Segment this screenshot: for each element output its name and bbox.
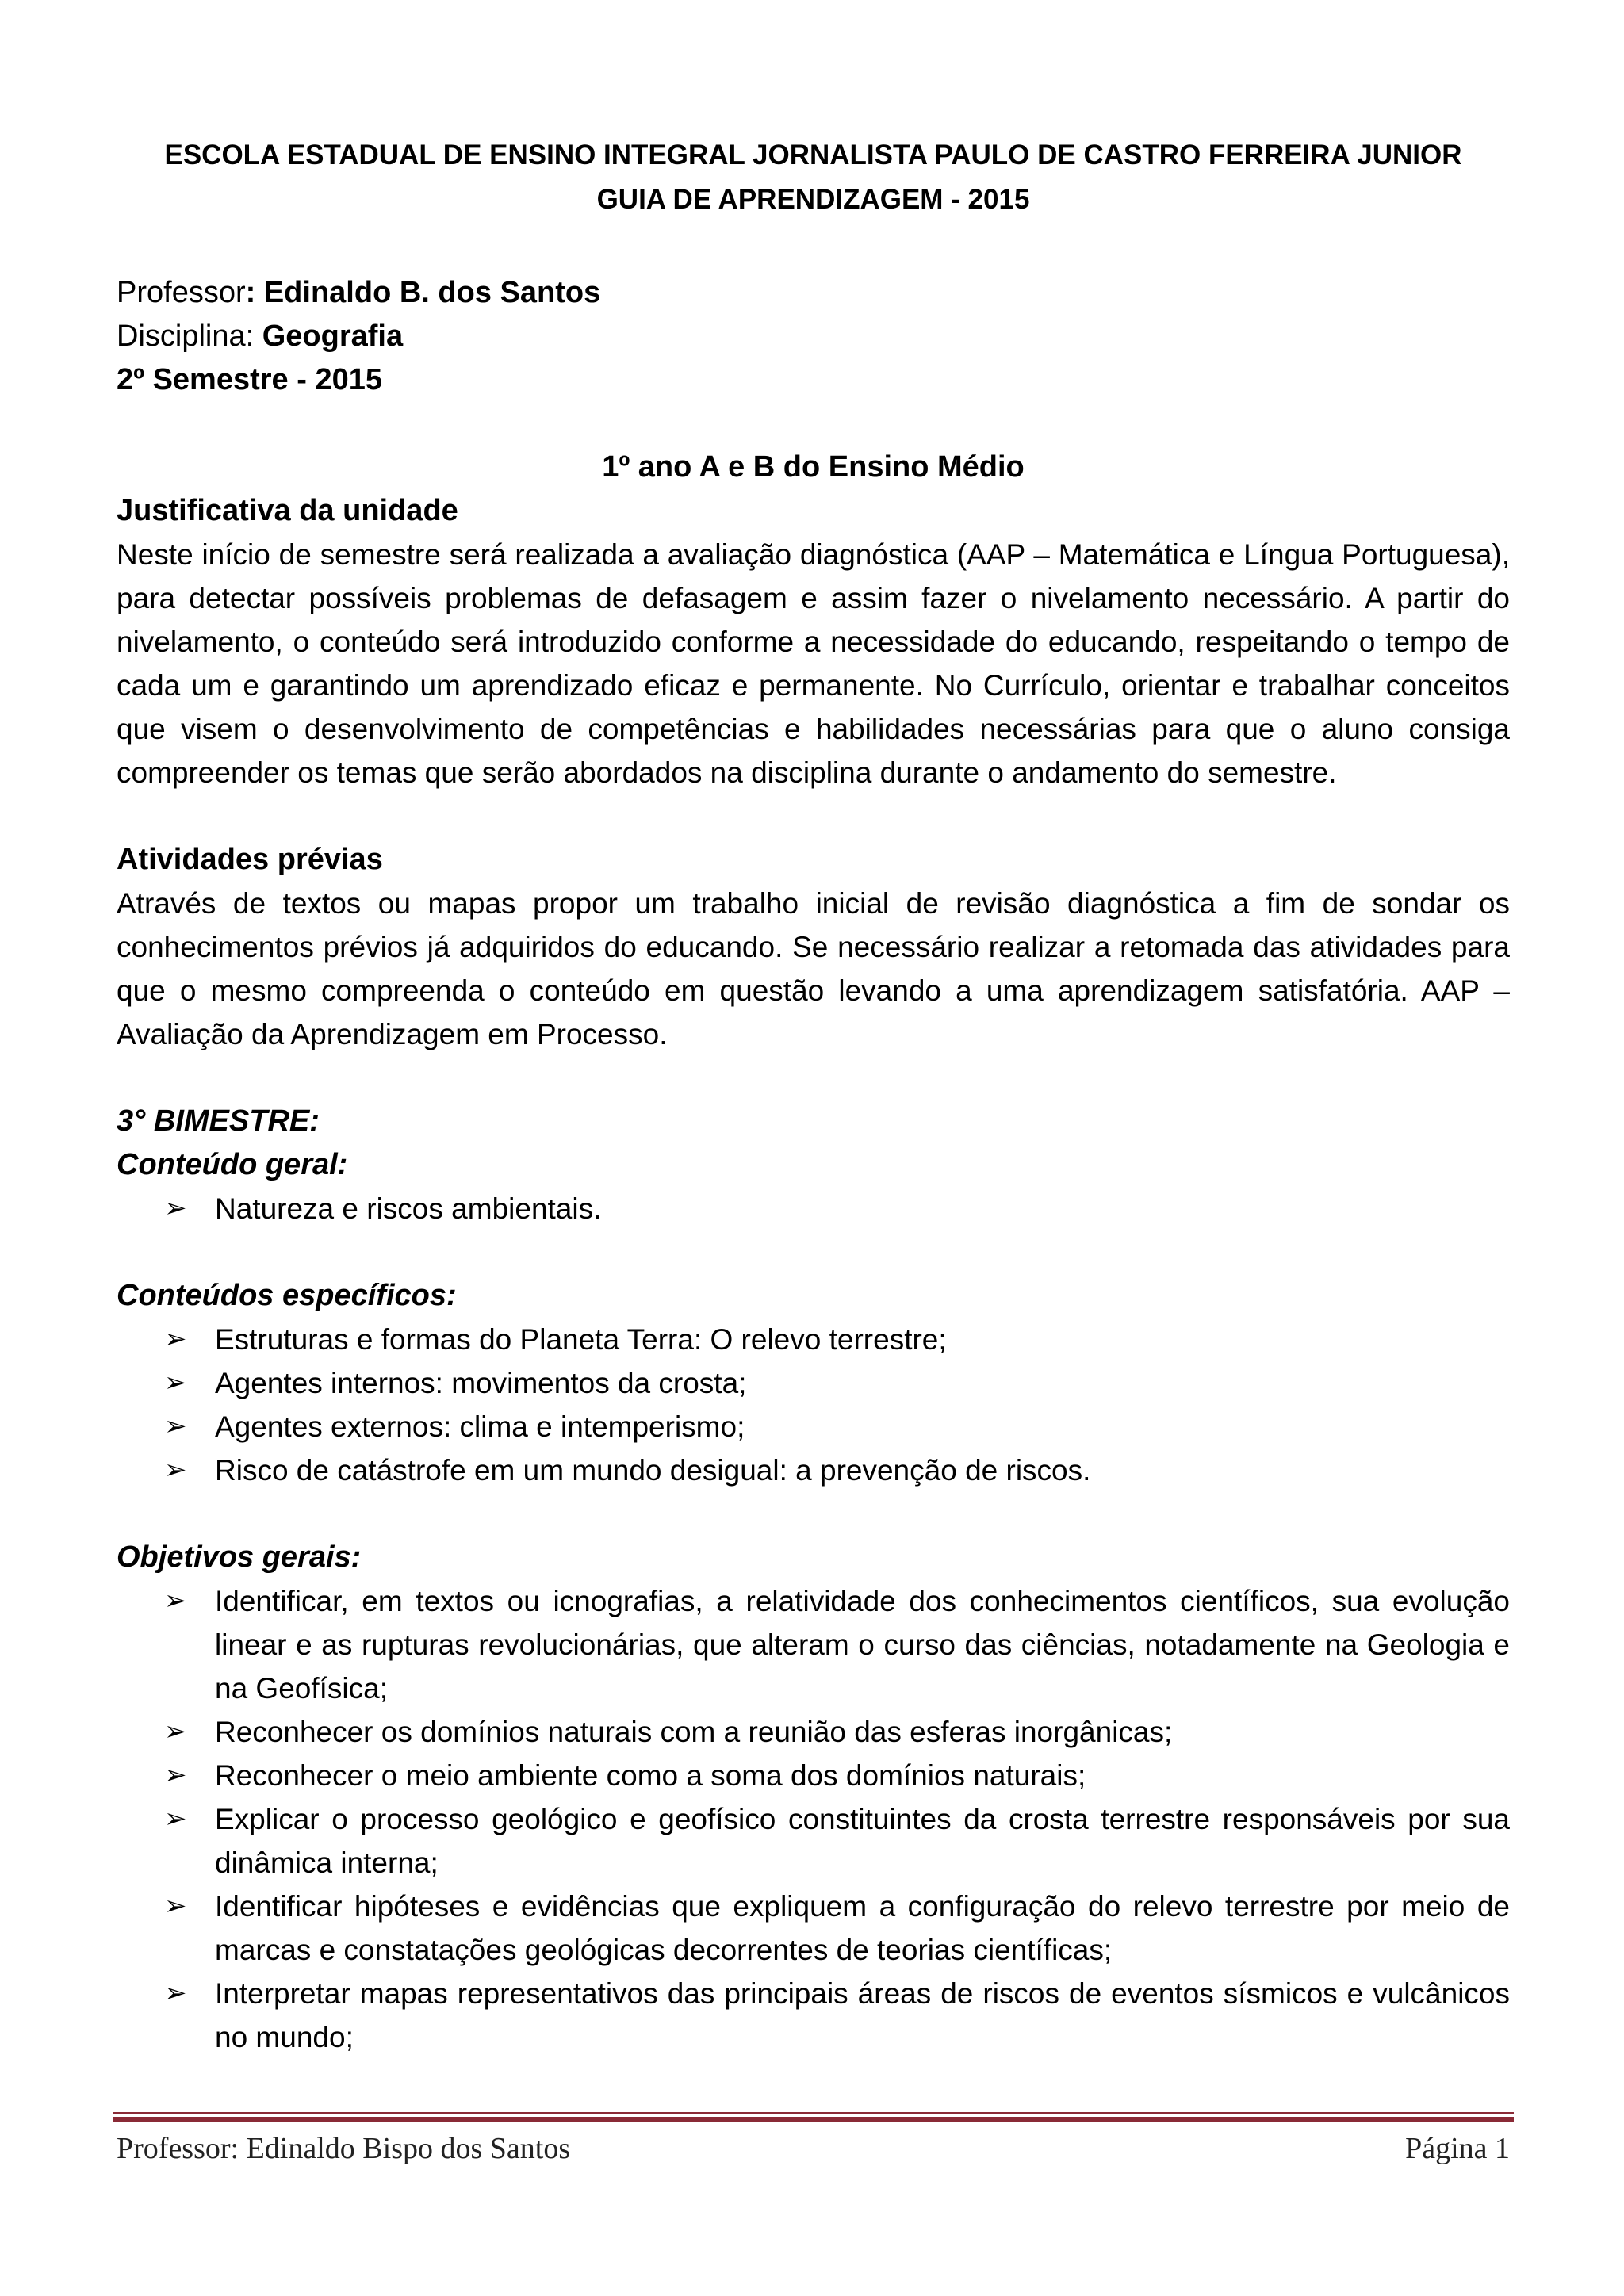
guide-title: GUIA DE APRENDIZAGEM - 2015 bbox=[596, 184, 1030, 215]
conteudos-especificos-list bbox=[117, 1318, 1510, 1492]
page-content bbox=[117, 133, 1510, 2059]
arrow-bullet-icon: ➢ bbox=[164, 1586, 187, 1616]
arrow-bullet-icon: ➢ bbox=[164, 1455, 187, 1485]
list-item bbox=[117, 1579, 1510, 1710]
arrow-bullet-icon: ➢ bbox=[164, 1324, 187, 1354]
list-item-text: Agentes externos: clima e intemperismo; bbox=[215, 1410, 745, 1443]
semestre-line bbox=[117, 358, 1510, 402]
arrow-bullet-icon: ➢ bbox=[164, 1716, 187, 1747]
conteudo-geral-list bbox=[117, 1187, 1510, 1230]
conteudos-especificos-heading: Conteúdos específicos: bbox=[117, 1279, 457, 1312]
arrow-bullet-icon: ➢ bbox=[164, 1804, 187, 1834]
page-number: Página 1 bbox=[1405, 2132, 1510, 2165]
disciplina-line bbox=[117, 315, 1510, 358]
justificativa-text: Neste início de semestre será realizada a avaliação diagnóstica (AAP – Matemática e Língua Portuguesa), para detectar possíveis problemas de defasagem e assim fazer o nivelamento necessário. A partir do nivelamento, o conteúdo será introduzido conforme a necessidade do educando, respeitando o tempo de cada um e garantindo um aprendizado eficaz e permanente. No Currículo, orientar e trabalhar conceitos que visem o desenvolvimento de competências e habilidades necessárias para que o aluno consiga compreender os temas que serão abordados na disciplina durante o andamento do semestre. bbox=[117, 538, 1510, 789]
list-item-text: Agentes internos: movimentos da crosta; bbox=[215, 1367, 747, 1399]
arrow-bullet-icon: ➢ bbox=[164, 1368, 187, 1398]
list-item bbox=[117, 1361, 1510, 1405]
arrow-bullet-icon: ➢ bbox=[164, 1411, 187, 1441]
list-item-text: Risco de catástrofe em um mundo desigual: a prevenção de riscos. bbox=[215, 1454, 1091, 1487]
arrow-bullet-icon: ➢ bbox=[164, 1978, 187, 2008]
list-item-text: Estruturas e formas do Planeta Terra: O relevo terrestre; bbox=[215, 1323, 947, 1356]
spacer bbox=[117, 1230, 1510, 1274]
arrow-bullet-icon: ➢ bbox=[164, 1760, 187, 1790]
semestre-value: 2º Semestre - 2015 bbox=[117, 363, 382, 396]
list-item bbox=[117, 1318, 1510, 1361]
document-meta bbox=[117, 271, 1510, 402]
list-item bbox=[117, 1187, 1510, 1230]
list-item bbox=[117, 1754, 1510, 1797]
list-item bbox=[117, 1448, 1510, 1492]
footer-divider bbox=[113, 2112, 1514, 2122]
list-item-text: Reconhecer os domínios naturais com a reunião das esferas inorgânicas; bbox=[215, 1716, 1173, 1748]
footer-divider-thin bbox=[113, 2112, 1514, 2114]
list-item bbox=[117, 1710, 1510, 1754]
bimestre-heading: 3° BIMESTRE: bbox=[117, 1104, 320, 1138]
objetivos-gerais-heading: Objetivos gerais: bbox=[117, 1540, 362, 1574]
school-name: ESCOLA ESTADUAL DE ENSINO INTEGRAL JORNALISTA PAULO DE CASTRO FERREIRA JUNIOR bbox=[164, 140, 1462, 170]
list-item bbox=[117, 1797, 1510, 1885]
atividades-text: Através de textos ou mapas propor um trabalho inicial de revisão diagnóstica a fim de sondar os conhecimentos prévios já adquiridos do educando. Se necessário realizar a retomada das atividades para que o mesmo compreenda o conteúdo em questão levando a uma aprendizagem satisfatória. AAP – Avaliação da Aprendizagem em Processo. bbox=[117, 887, 1510, 1050]
class-title: 1º ano A e B do Ensino Médio bbox=[602, 450, 1025, 484]
list-item-text: Identificar, em textos ou icnografias, a relatividade dos conhecimentos científicos, sua evolução linear e as rupturas revolucionárias, que alteram o curso das ciências, notadamente na Geologia e na Geofísica; bbox=[215, 1585, 1510, 1705]
arrow-bullet-icon: ➢ bbox=[164, 1193, 187, 1223]
list-item-text: Natureza e riscos ambientais. bbox=[215, 1192, 602, 1225]
conteudo-geral-heading: Conteúdo geral: bbox=[117, 1148, 348, 1181]
spacer bbox=[117, 1056, 1510, 1100]
arrow-bullet-icon: ➢ bbox=[164, 1891, 187, 1921]
footer-professor: Professor: Edinaldo Bispo dos Santos bbox=[117, 2132, 571, 2165]
list-item-text: Identificar hipóteses e evidências que expliquem a configuração do relevo terrestre por meio de marcas e constatações geológicas decorrentes de teorias científicas; bbox=[215, 1890, 1510, 1966]
professor-value: : Edinaldo B. dos Santos bbox=[245, 276, 601, 309]
spacer bbox=[117, 1492, 1510, 1536]
footer-divider-thick bbox=[113, 2117, 1514, 2122]
professor-label: Professor bbox=[117, 276, 246, 309]
list-item bbox=[117, 1405, 1510, 1448]
document-header bbox=[117, 133, 1510, 222]
list-item bbox=[117, 1885, 1510, 1972]
list-item bbox=[117, 1972, 1510, 2059]
professor-line bbox=[117, 271, 1510, 315]
objetivos-gerais-list bbox=[117, 1579, 1510, 2059]
list-item-text: Reconhecer o meio ambiente como a soma dos domínios naturais; bbox=[215, 1759, 1086, 1792]
list-item-text: Interpretar mapas representativos das principais áreas de riscos de eventos sísmicos e vulcânicos no mundo; bbox=[215, 1977, 1510, 2053]
disciplina-label: Disciplina: bbox=[117, 320, 262, 353]
spacer bbox=[117, 794, 1510, 838]
list-item-text: Explicar o processo geológico e geofísico constituintes da crosta terrestre responsáveis por sua dinâmica interna; bbox=[215, 1803, 1510, 1879]
atividades-heading: Atividades prévias bbox=[117, 843, 383, 876]
justificativa-heading: Justificativa da unidade bbox=[117, 494, 458, 527]
disciplina-value: Geografia bbox=[262, 320, 404, 353]
